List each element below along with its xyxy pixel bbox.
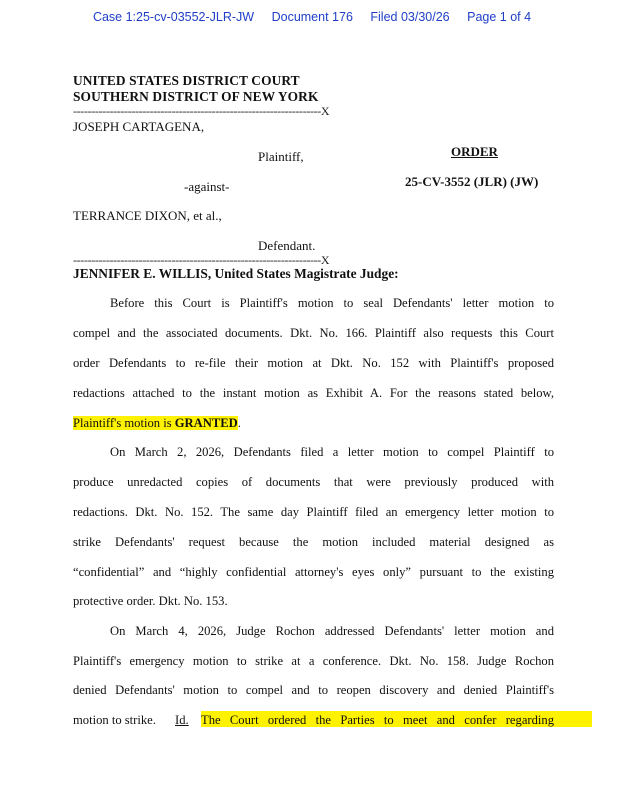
paragraph3-line4-highlight: The Court ordered the Parties to meet and confer regarding (201, 713, 554, 727)
stamp-page-number: Page 1 of 4 (467, 10, 532, 24)
defendant-role: Defendant. (258, 238, 316, 253)
paragraph3-line4-prefix: motion to strike. (73, 713, 156, 727)
granted-prefix: Plaintiff's motion is (73, 416, 175, 430)
paragraph1-line5 (73, 416, 554, 431)
paragraph2-line6: protective order. Dkt. No. 153. (73, 594, 228, 608)
paragraph1-line2: compel and the associated documents. Dkt. No. 166. Plaintiff also requests this Court (73, 326, 554, 340)
stamp-document-number: Document 176 (271, 10, 353, 24)
paragraph1-line1: Before this Court is Plaintiff's motion to seal Defendants' letter motion to (110, 296, 554, 310)
paragraph3-line1: On March 4, 2026, Judge Rochon addressed Defendants' letter motion and (110, 624, 554, 638)
paragraph2-line4: strike Defendants' request because the motion included material designed as (73, 535, 554, 549)
paragraph3-line3: denied Defendants' motion to compel and to reopen discovery and denied Plaintiff's (73, 683, 554, 697)
paragraph2-line3: redactions. Dkt. No. 152. The same day Plaintiff filed an emergency letter motion to (73, 505, 554, 519)
paragraph3-line2: Plaintiff's emergency motion to strike at a conference. Dkt. No. 158. Judge Rochon (73, 654, 554, 668)
paragraph1-line3: order Defendants to re-file their motion at Dkt. No. 152 with Plaintiff's proposed (73, 356, 554, 370)
caption-divider-bottom: --------------------------------------------------------------------X (73, 253, 330, 267)
paragraph2-line5: “confidential” and “highly confidential attorney's eyes only” pursuant to the existing (73, 565, 554, 579)
paragraph1-line4: redactions attached to the instant motion as Exhibit A. For the reasons stated below, (73, 386, 554, 400)
order-title: ORDER (451, 144, 498, 159)
id-citation: Id. (175, 713, 189, 727)
court-name-line1: UNITED STATES DISTRICT COURT (73, 73, 300, 88)
against-label: -against- (184, 179, 230, 194)
court-name-line2: SOUTHERN DISTRICT OF NEW YORK (73, 89, 319, 104)
ecf-header-stamp (0, 10, 624, 24)
caption-divider-top: --------------------------------------------------------------------X (73, 104, 330, 118)
granted-word: GRANTED (174, 416, 238, 430)
stamp-filed-date: Filed 03/30/26 (370, 10, 450, 24)
paragraph2-line1: On March 2, 2026, Defendants filed a letter motion to compel Plaintiff to (110, 445, 554, 459)
granted-highlight (73, 416, 238, 430)
plaintiff-role: Plaintiff, (258, 149, 304, 164)
granted-period: . (237, 416, 241, 430)
case-number: 25-CV-3552 (JLR) (JW) (405, 174, 539, 189)
defendant-name: TERRANCE DIXON, et al., (73, 208, 222, 223)
plaintiff-name: JOSEPH CARTAGENA, (73, 119, 205, 134)
judge-line: JENNIFER E. WILLIS, United States Magistrate Judge: (73, 266, 399, 281)
stamp-case-number: Case 1:25-cv-03552-JLR-JW (92, 10, 255, 24)
paragraph2-line2: produce unredacted copies of documents that were previously produced with (73, 475, 554, 489)
